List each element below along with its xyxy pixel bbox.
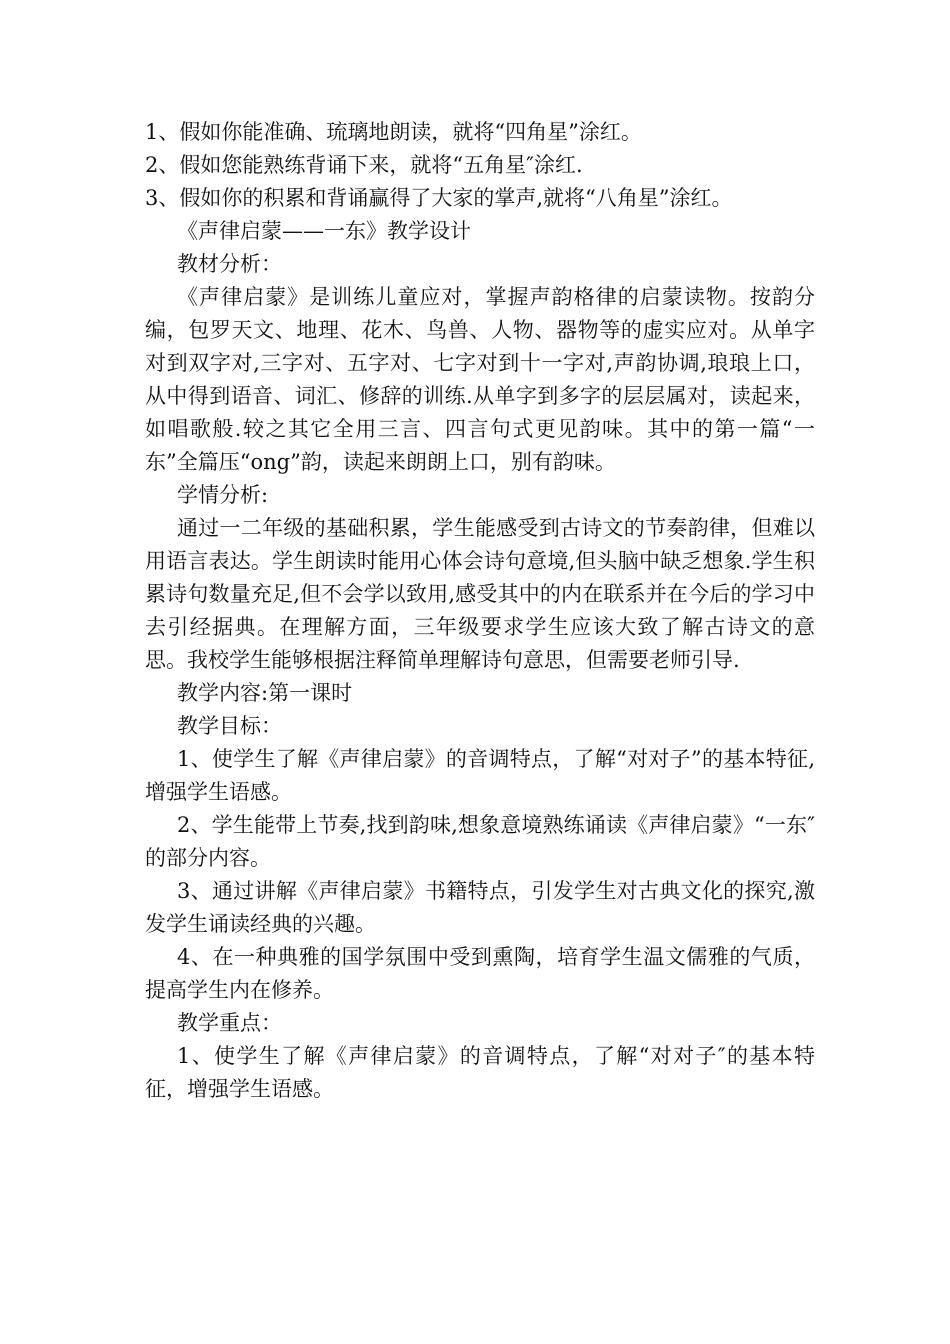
section-heading: 教学内容:第一课时 — [177, 681, 353, 705]
section-heading: 教学目标： — [177, 714, 282, 738]
list-item: 4、在一种典雅的国学氛围中受到熏陶，培育学生温文儒雅的气质，提高学生内在修养。 — [145, 945, 815, 1002]
paragraph: 2、假如您能熟练背诵下来，就将“五角星″涂红. — [145, 153, 583, 177]
paragraph: 3、假如你的积累和背诵赢得了大家的掌声,就将“八角星”涂红。 — [145, 186, 733, 210]
section-heading: 学情分析: — [177, 483, 269, 507]
section-heading: 教学重点： — [177, 1011, 282, 1035]
paragraph: 《声律启蒙》是训练儿童应对，掌握声韵格律的启蒙读物。按韵分编，包罗天文、地理、花木、鸟兽、人物、器物等的虚实应对。从单字对到双字对,三字对、五字对、七字对到十一字对,声韵协调,琅琅上口，从中得到语音、词汇、修辞的训练.从单字到多字的层层属对，读起来，如唱歌般.较之其它全用三言、四言句式更见韵味。其中的第一篇“一东”全篇压“ong”韵，读起来朗朗上口，别有韵味。 — [145, 285, 815, 474]
list-item: 2、学生能带上节奏,找到韵味,想象意境熟练诵读《声律启蒙》“一东″的部分内容。 — [145, 813, 815, 870]
list-item: 3、通过讲解《声律启蒙》书籍特点，引发学生对古典文化的探究,激发学生诵读经典的兴趣。 — [145, 879, 815, 936]
list-item: 1、使学生了解《声律启蒙》的音调特点，了解“对对子”的基本特征,增强学生语感。 — [145, 747, 815, 804]
list-item: 1、使学生了解《声律启蒙》的音调特点，了解“对对子″的基本特征，增强学生语感。 — [145, 1044, 815, 1101]
document-body — [145, 116, 815, 1106]
document-title: 《声律启蒙——一东》教学设计 — [177, 219, 471, 243]
paragraph: 通过一二年级的基础积累，学生能感受到古诗文的节奏韵律，但难以用语言表达。学生朗读时能用心体会诗句意境,但头脑中缺乏想象.学生积累诗句数量充足,但不会学以致用,感受其中的内在联系并在今后的学习中去引经据典。在理解方面，三年级要求学生应该大致了解古诗文的意思。我校学生能够根据注释简单理解诗句意思，但需要老师引导. — [145, 516, 815, 672]
paragraph: 1、假如你能准确、琉璃地朗读，就将“四角星”涂红。 — [145, 120, 642, 144]
section-heading: 教材分析： — [177, 252, 282, 276]
